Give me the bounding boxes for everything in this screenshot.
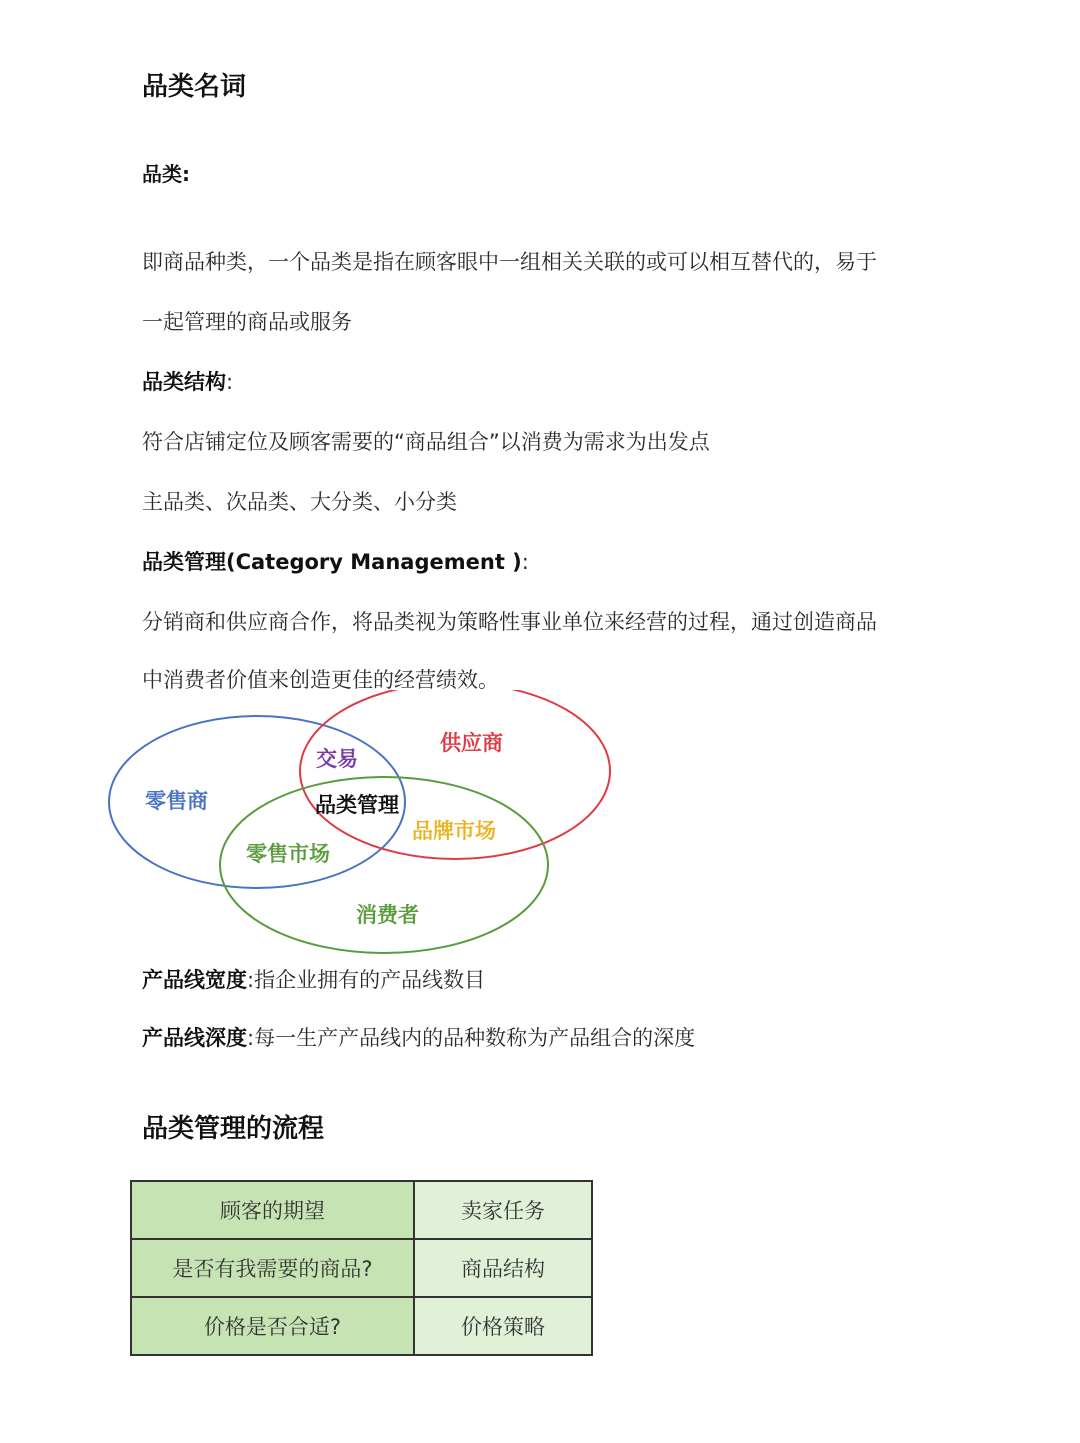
width-row [142, 964, 485, 994]
management-heading: 品类管理(Category Management ) [142, 550, 522, 574]
structure-heading-row [142, 366, 233, 396]
depth-term: 产品线深度 [142, 1026, 247, 1050]
label-category-management: 品类管理 [315, 793, 399, 817]
label-brand-market: 品牌市场 [412, 819, 496, 843]
table-row [131, 1239, 592, 1297]
table-cell: 价格策略 [414, 1297, 592, 1355]
table-row [131, 1181, 592, 1239]
width-definition: :指企业拥有的产品线数目 [247, 968, 486, 992]
management-colon: : [521, 550, 529, 574]
management-line2: 中消费者价值来创造更佳的经营绩效。 [142, 668, 499, 692]
structure-line2: 主品类、次品类、大分类、小分类 [142, 490, 457, 514]
structure-colon: : [226, 370, 234, 394]
label-consumer: 消费者 [356, 903, 419, 927]
category-heading: 品类: [142, 162, 190, 186]
label-retailer: 零售商 [145, 789, 208, 813]
table-cell: 商品结构 [414, 1239, 592, 1297]
structure-line1: 符合店铺定位及顾客需要的“商品组合”以消费为需求为出发点 [142, 430, 710, 454]
table-cell: 价格是否合适? [131, 1297, 414, 1355]
venn-diagram [100, 690, 630, 960]
label-trade: 交易 [316, 747, 358, 771]
management-line1: 分销商和供应商合作，将品类视为策略性事业单位来经营的过程，通过创造商品 [142, 610, 877, 634]
table-cell: 卖家任务 [414, 1181, 592, 1239]
page-title: 品类名词 [142, 72, 247, 102]
structure-heading: 品类结构 [142, 370, 226, 394]
label-retail-market: 零售市场 [246, 842, 330, 866]
table-row [131, 1297, 592, 1355]
depth-row [142, 1022, 695, 1052]
process-title: 品类管理的流程 [142, 1114, 325, 1144]
category-definition-line1: 即商品种类，一个品类是指在顾客眼中一组相关关联的或可以相互替代的，易于 [142, 250, 877, 274]
depth-definition: :每一生产产品线内的品种数称为产品组合的深度 [247, 1026, 696, 1050]
management-heading-row [142, 546, 529, 576]
label-supplier: 供应商 [440, 731, 503, 755]
category-definition-line2: 一起管理的商品或服务 [142, 310, 352, 334]
width-term: 产品线宽度 [142, 968, 247, 992]
process-table [130, 1180, 593, 1356]
table-cell: 是否有我需要的商品? [131, 1239, 414, 1297]
table-cell: 顾客的期望 [131, 1181, 414, 1239]
